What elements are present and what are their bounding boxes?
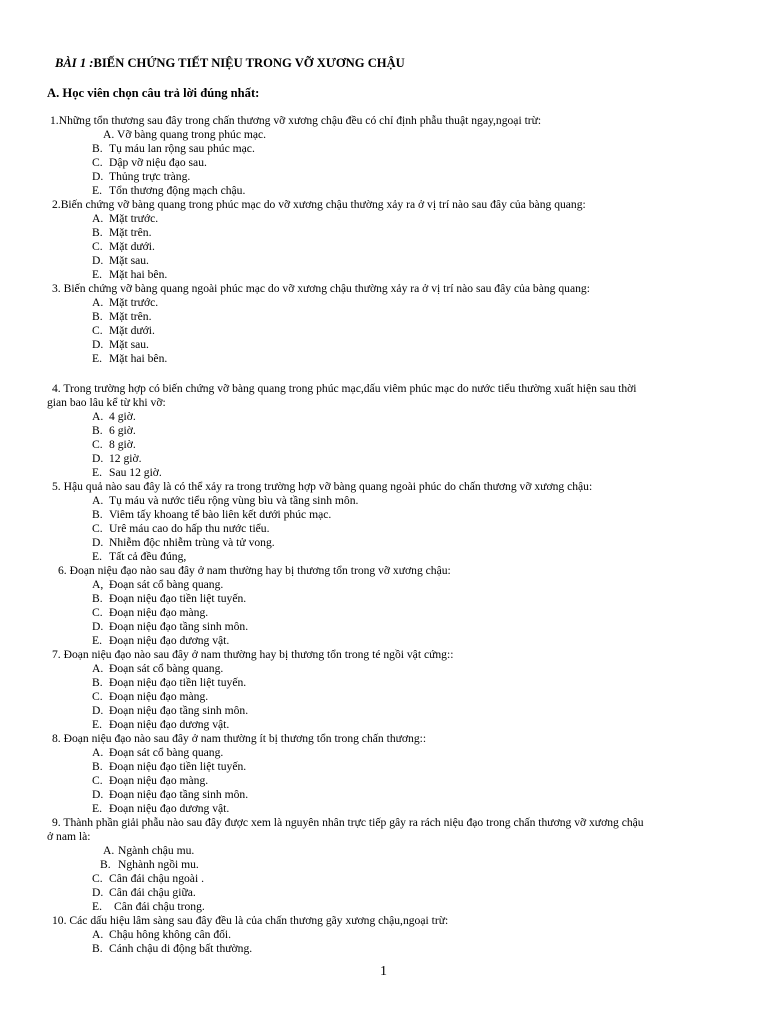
answer-option[interactable] bbox=[0, 858, 768, 872]
section-heading: A. Học viên chọn câu trả lời đúng nhất: bbox=[47, 86, 260, 100]
option-letter: E. bbox=[92, 550, 102, 563]
answer-option[interactable] bbox=[0, 156, 768, 170]
option-letter: C. bbox=[92, 606, 103, 619]
answer-option[interactable] bbox=[0, 296, 768, 310]
option-letter: D. bbox=[92, 254, 104, 267]
option-letter: C. bbox=[92, 438, 103, 451]
option-text: Tụ máu lan rộng sau phúc mạc. bbox=[109, 142, 255, 155]
answer-option[interactable] bbox=[0, 844, 768, 858]
answer-option[interactable] bbox=[0, 128, 768, 142]
answer-option[interactable] bbox=[0, 212, 768, 226]
answer-option[interactable] bbox=[0, 676, 768, 690]
document-title bbox=[55, 56, 405, 70]
question-text-continued: ở nam là: bbox=[47, 830, 91, 843]
answer-option[interactable] bbox=[0, 592, 768, 606]
answer-option[interactable] bbox=[0, 774, 768, 788]
option-letter: E. bbox=[92, 466, 102, 479]
answer-option[interactable] bbox=[0, 338, 768, 352]
question-9 bbox=[0, 816, 768, 914]
option-text: Cân đái chậu ngoài . bbox=[109, 872, 204, 885]
answer-option[interactable] bbox=[0, 620, 768, 634]
option-letter: C. bbox=[92, 522, 103, 535]
question-text: 9. Thành phần giải phẫu nào sau đây được xem là nguyên nhân trực tiếp gây ra rách niệu đạo trong chấn thương vỡ xương chậu bbox=[52, 816, 644, 829]
option-text: Đoạn niệu đạo dương vật. bbox=[109, 802, 230, 815]
answer-option[interactable] bbox=[0, 466, 768, 480]
option-letter: A. bbox=[92, 928, 104, 941]
answer-option[interactable] bbox=[0, 494, 768, 508]
question-6 bbox=[0, 564, 768, 648]
question-text: 2.Biến chứng vỡ bàng quang trong phúc mạc do vỡ xương chậu thường xảy ra ở vị trí nào sau đây của bàng quang: bbox=[52, 198, 586, 211]
option-text: Mặt hai bên. bbox=[109, 268, 168, 281]
answer-option[interactable] bbox=[0, 662, 768, 676]
option-text: Đoạn niệu đạo màng. bbox=[109, 606, 209, 619]
option-text: Nghành ngồi mu. bbox=[118, 858, 199, 871]
answer-option[interactable] bbox=[0, 310, 768, 324]
option-letter: E. bbox=[92, 184, 102, 197]
option-letter: C. bbox=[92, 240, 103, 253]
option-text: Đoạn niệu đạo tiền liệt tuyến. bbox=[109, 760, 247, 773]
lesson-title: BIẾN CHỨNG TIẾT NIỆU TRONG VỠ XƯƠNG CHẬU bbox=[93, 56, 405, 70]
question-text: 7. Đoạn niệu đạo nào sau đây ở nam thường hay bị thương tổn trong té ngồi vật cứng:: bbox=[52, 648, 454, 661]
question-2 bbox=[0, 198, 768, 282]
answer-option[interactable] bbox=[0, 634, 768, 648]
option-letter: A, bbox=[92, 578, 104, 591]
question-8 bbox=[0, 732, 768, 816]
option-letter: B. bbox=[92, 226, 103, 239]
option-letter: C. bbox=[92, 872, 103, 885]
answer-option[interactable] bbox=[0, 578, 768, 592]
option-letter: B. bbox=[92, 942, 103, 955]
option-text: Cân đái chậu giữa. bbox=[109, 886, 196, 899]
option-text: Vỡ bàng quang trong phúc mạc. bbox=[117, 128, 267, 141]
option-text: Đoạn niệu đạo tiền liệt tuyến. bbox=[109, 592, 247, 605]
question-4 bbox=[0, 382, 768, 480]
option-text: Sau 12 giờ. bbox=[109, 466, 162, 479]
question-text: 3. Biến chứng vỡ bàng quang ngoài phúc mạc do vỡ xương chậu thường xảy ra ở vị trí nào sau đây của bàng quang: bbox=[52, 282, 590, 295]
page-number: 1 bbox=[380, 964, 387, 979]
option-letter: D. bbox=[92, 536, 104, 549]
option-letter: E. bbox=[92, 900, 102, 913]
option-letter: B. bbox=[100, 858, 111, 871]
answer-option[interactable] bbox=[0, 452, 768, 466]
option-letter: A. bbox=[92, 296, 104, 309]
option-text: Tất cả đều đúng, bbox=[109, 550, 187, 563]
answer-option[interactable] bbox=[0, 324, 768, 338]
option-letter: E. bbox=[92, 634, 102, 647]
option-letter: B. bbox=[92, 142, 103, 155]
answer-option[interactable] bbox=[0, 704, 768, 718]
answer-option[interactable] bbox=[0, 746, 768, 760]
answer-option[interactable] bbox=[0, 900, 768, 914]
option-text: 6 giờ. bbox=[109, 424, 136, 437]
answer-option[interactable] bbox=[0, 802, 768, 816]
option-letter: B. bbox=[92, 760, 103, 773]
option-letter: D. bbox=[92, 452, 104, 465]
answer-option[interactable] bbox=[0, 142, 768, 156]
option-letter: D. bbox=[92, 620, 104, 633]
option-text: Đoạn niệu đạo màng. bbox=[109, 774, 209, 787]
answer-option[interactable] bbox=[0, 424, 768, 438]
option-letter: D. bbox=[92, 338, 104, 351]
option-text: Mặt sau. bbox=[109, 338, 149, 351]
option-text: Đoạn niệu đạo tầng sinh môn. bbox=[109, 620, 249, 633]
answer-option[interactable] bbox=[0, 438, 768, 452]
answer-option[interactable] bbox=[0, 760, 768, 774]
option-text: Mặt trước. bbox=[109, 296, 159, 309]
option-letter: B. bbox=[92, 676, 103, 689]
option-text: Mặt dưới. bbox=[109, 240, 155, 253]
option-letter: E. bbox=[92, 268, 102, 281]
option-letter: C. bbox=[92, 774, 103, 787]
answer-option[interactable] bbox=[0, 536, 768, 550]
option-text: Đoạn niệu đạo tiền liệt tuyến. bbox=[109, 676, 247, 689]
answer-option[interactable] bbox=[0, 226, 768, 240]
answer-option[interactable] bbox=[0, 254, 768, 268]
option-text: Cân đái chậu trong. bbox=[114, 900, 205, 913]
option-letter: A. bbox=[92, 746, 104, 759]
answer-option[interactable] bbox=[0, 886, 768, 900]
option-letter: D. bbox=[92, 788, 104, 801]
option-text: Đoạn sát cổ bàng quang. bbox=[109, 746, 224, 759]
answer-option[interactable] bbox=[0, 872, 768, 886]
option-text: Viêm tấy khoang tế bào liên kết dưới phúc mạc. bbox=[109, 508, 332, 521]
option-letter: D. bbox=[92, 170, 104, 183]
option-text: Mặt sau. bbox=[109, 254, 149, 267]
option-text: Chậu hông không cân đối. bbox=[109, 928, 232, 941]
option-text: Urê máu cao do hấp thu nước tiểu. bbox=[109, 522, 270, 535]
option-text: Dập vỡ niệu đạo sau. bbox=[109, 156, 207, 169]
option-text: Đoạn niệu đạo dương vật. bbox=[109, 718, 230, 731]
answer-option[interactable] bbox=[0, 240, 768, 254]
answer-option[interactable] bbox=[0, 508, 768, 522]
option-text: Đoạn niệu đạo tầng sinh môn. bbox=[109, 788, 249, 801]
question-10 bbox=[0, 914, 768, 956]
answer-option[interactable] bbox=[0, 788, 768, 802]
option-letter: B. bbox=[92, 424, 103, 437]
question-text: 8. Đoạn niệu đạo nào sau đây ở nam thường ít bị thương tổn trong chấn thương:: bbox=[52, 732, 427, 745]
option-text: Mặt hai bên. bbox=[109, 352, 168, 365]
answer-option[interactable] bbox=[0, 606, 768, 620]
answer-option[interactable] bbox=[0, 718, 768, 732]
option-text: Mặt trên. bbox=[109, 226, 152, 239]
option-letter: D. bbox=[92, 704, 104, 717]
question-text: 4. Trong trường hợp có biến chứng vỡ bàng quang trong phúc mạc,dấu viêm phúc mạc do nước tiểu thường xuất hiện sau thời bbox=[52, 382, 637, 395]
question-text: 6. Đoạn niệu đạo nào sau đây ở nam thường hay bị thương tổn trong vỡ xương chậu: bbox=[58, 564, 451, 577]
option-text: Nhiễm độc nhiễm trùng và tử vong. bbox=[109, 536, 275, 549]
option-letter: D. bbox=[92, 886, 104, 899]
option-text: Cánh chậu di động bất thường. bbox=[109, 942, 253, 955]
question-7 bbox=[0, 648, 768, 732]
answer-option[interactable] bbox=[0, 352, 768, 366]
option-text: Mặt dưới. bbox=[109, 324, 155, 337]
option-letter: C. bbox=[92, 156, 103, 169]
option-text: Mặt trước. bbox=[109, 212, 159, 225]
question-5 bbox=[0, 480, 768, 564]
option-text: Tụ máu và nước tiểu rộng vùng bìu và tầng sinh môn. bbox=[109, 494, 359, 507]
option-text: Thủng trực tràng. bbox=[109, 170, 191, 183]
option-letter: C. bbox=[92, 324, 103, 337]
answer-option[interactable] bbox=[0, 928, 768, 942]
option-text: Mặt trên. bbox=[109, 310, 152, 323]
option-text: Đoạn niệu đạo tầng sinh môn. bbox=[109, 704, 249, 717]
option-letter: E. bbox=[92, 352, 102, 365]
option-letter: B. bbox=[92, 310, 103, 323]
option-text: Đoạn niệu đạo màng. bbox=[109, 690, 209, 703]
option-text: 12 giờ. bbox=[109, 452, 142, 465]
answer-option[interactable] bbox=[0, 184, 768, 198]
question-text: 10. Các dấu hiệu lâm sàng sau đây đều là của chấn thương gãy xương chậu,ngoại trừ: bbox=[52, 914, 449, 927]
option-letter: A. bbox=[103, 128, 115, 141]
answer-option[interactable] bbox=[0, 942, 768, 956]
question-list bbox=[0, 114, 768, 956]
option-text: Đoạn sát cổ bàng quang. bbox=[109, 578, 224, 591]
option-text: Ngành chậu mu. bbox=[118, 844, 195, 857]
option-letter: E. bbox=[92, 718, 102, 731]
option-text: Đoạn niệu đạo dương vật. bbox=[109, 634, 230, 647]
question-text-continued: gian bao lâu kể từ khi vỡ: bbox=[47, 396, 166, 409]
answer-option[interactable] bbox=[0, 410, 768, 424]
question-1 bbox=[0, 114, 768, 198]
lesson-label: BÀI 1 : bbox=[55, 56, 94, 70]
option-letter: A. bbox=[92, 662, 104, 675]
option-text: 4 giờ. bbox=[109, 410, 136, 423]
option-letter: A. bbox=[103, 844, 115, 857]
answer-option[interactable] bbox=[0, 170, 768, 184]
option-letter: B. bbox=[92, 592, 103, 605]
option-letter: B. bbox=[92, 508, 103, 521]
option-letter: E. bbox=[92, 802, 102, 815]
question-3 bbox=[0, 282, 768, 366]
answer-option[interactable] bbox=[0, 268, 768, 282]
option-letter: A. bbox=[92, 410, 104, 423]
answer-option[interactable] bbox=[0, 690, 768, 704]
option-letter: C. bbox=[92, 690, 103, 703]
answer-option[interactable] bbox=[0, 550, 768, 564]
question-text: 1.Những tổn thương sau đây trong chấn thương vỡ xương chậu đều có chỉ định phẫu thuật ngay,ngoại trừ: bbox=[50, 114, 542, 127]
question-text: 5. Hậu quả nào sau đây là có thể xảy ra trong trường hợp vỡ bàng quang ngoài phúc do chấn thương vỡ xương chậu: bbox=[52, 480, 593, 493]
answer-option[interactable] bbox=[0, 522, 768, 536]
option-text: Tổn thương động mạch chậu. bbox=[109, 184, 246, 197]
option-letter: A. bbox=[92, 494, 104, 507]
option-letter: A. bbox=[92, 212, 104, 225]
option-text: Đoạn sát cổ bàng quang. bbox=[109, 662, 224, 675]
option-text: 8 giờ. bbox=[109, 438, 136, 451]
